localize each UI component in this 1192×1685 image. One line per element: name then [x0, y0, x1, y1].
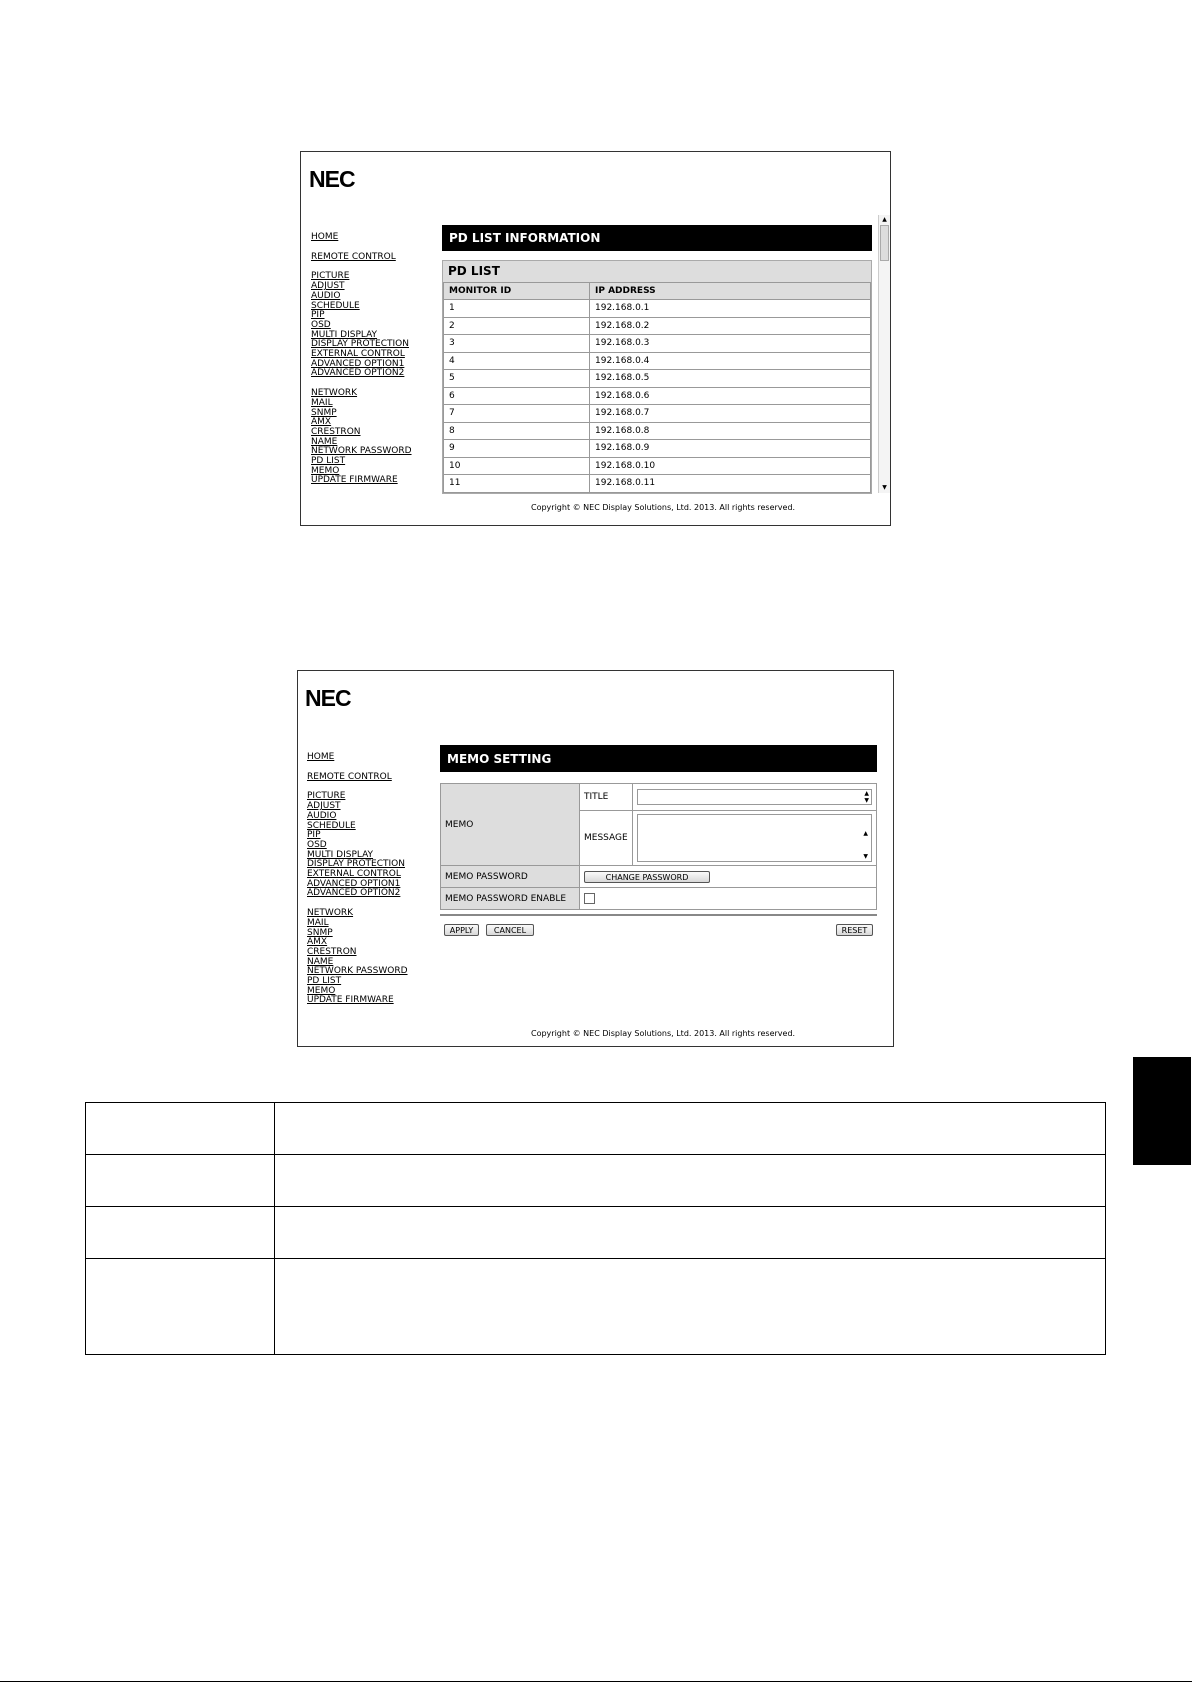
nav-link-schedule[interactable]: SCHEDULE	[311, 300, 360, 311]
table-row	[444, 317, 871, 335]
table-row	[444, 475, 871, 493]
sidebar-nav	[307, 753, 408, 1006]
table-cell	[275, 1155, 1106, 1207]
table-row	[444, 387, 871, 405]
nav-link-display-protection[interactable]: DISPLAY PROTECTION	[311, 339, 409, 350]
nav-link-mail[interactable]: MAIL	[307, 917, 329, 928]
monitor-id-cell: 5	[444, 370, 590, 388]
vertical-scrollbar[interactable]	[878, 215, 890, 493]
table-row	[444, 352, 871, 370]
nec-logo: NEC	[305, 685, 351, 711]
nec-logo: NEC	[309, 166, 355, 192]
col-monitor-id: MONITOR ID	[444, 283, 590, 300]
title-input[interactable]	[637, 789, 872, 805]
ip-address-cell: 192.168.0.6	[590, 387, 871, 405]
pd-list-panel	[442, 260, 872, 494]
textarea-scroll-icon[interactable]: ▲	[863, 830, 868, 837]
form-divider	[440, 914, 877, 916]
apply-button[interactable]: APPLY	[444, 924, 479, 936]
nav-link-advanced-option1[interactable]: ADVANCED OPTION1	[307, 878, 401, 889]
page-bottom-rule	[0, 1681, 1192, 1682]
nav-link-memo[interactable]: MEMO	[307, 985, 336, 996]
ip-address-cell: 192.168.0.10	[590, 457, 871, 475]
ip-address-cell: 192.168.0.9	[590, 440, 871, 458]
nav-link-multi-display[interactable]: MULTI DISPLAY	[311, 329, 378, 340]
reset-button[interactable]: RESET	[836, 924, 873, 936]
nav-link-network-password[interactable]: NETWORK PASSWORD	[307, 966, 408, 977]
monitor-id-cell: 6	[444, 387, 590, 405]
nav-link-name[interactable]: NAME	[307, 956, 334, 967]
monitor-id-cell: 11	[444, 475, 590, 493]
nav-link-memo[interactable]: MEMO	[311, 465, 340, 476]
ip-address-cell: 192.168.0.2	[590, 317, 871, 335]
nav-link-advanced-option2[interactable]: ADVANCED OPTION2	[311, 368, 405, 379]
nav-link-network[interactable]: NETWORK	[307, 908, 354, 919]
table-row	[444, 422, 871, 440]
nav-link-pd-list[interactable]: PD LIST	[311, 456, 346, 467]
password-enable-checkbox[interactable]	[584, 893, 595, 904]
nav-link-schedule[interactable]: SCHEDULE	[307, 820, 356, 831]
copyright: Copyright © NEC Display Solutions, Ltd. 2013. All rights reserved.	[531, 503, 796, 512]
nav-link-osd[interactable]: OSD	[311, 319, 331, 330]
nav-link-update-firmware[interactable]: UPDATE FIRMWARE	[307, 995, 394, 1006]
monitor-id-cell: 7	[444, 405, 590, 423]
memo-password-enable-label: MEMO PASSWORD ENABLE	[441, 888, 580, 910]
monitor-id-cell: 10	[444, 457, 590, 475]
table-cell	[275, 1103, 1106, 1155]
nav-link-network[interactable]: NETWORK	[311, 388, 358, 399]
nav-link-audio[interactable]: AUDIO	[311, 290, 341, 301]
cancel-button[interactable]: CANCEL	[486, 924, 534, 936]
table-cell	[275, 1259, 1106, 1355]
nav-link-home[interactable]: HOME	[311, 232, 339, 242]
nav-link-snmp[interactable]: SNMP	[311, 407, 337, 418]
nav-link-advanced-option2[interactable]: ADVANCED OPTION2	[307, 888, 401, 899]
nav-link-external-control[interactable]: EXTERNAL CONTROL	[311, 349, 405, 360]
table-row	[444, 335, 871, 353]
nav-link-osd[interactable]: OSD	[307, 839, 327, 850]
message-textarea[interactable]	[637, 814, 872, 862]
scroll-thumb[interactable]	[880, 225, 889, 261]
sidebar-nav	[311, 233, 412, 486]
nav-link-home[interactable]: HOME	[307, 752, 335, 762]
nav-link-external-control[interactable]: EXTERNAL CONTROL	[307, 869, 401, 880]
nav-link-name[interactable]: NAME	[311, 436, 338, 447]
parameter-table	[85, 1102, 1106, 1355]
nav-link-mail[interactable]: MAIL	[311, 397, 333, 408]
spinner-icon[interactable]: ▲ ▼	[864, 790, 869, 804]
chapter-tab-marker	[1133, 1057, 1191, 1165]
ip-address-cell: 192.168.0.8	[590, 422, 871, 440]
ip-address-cell: 192.168.0.5	[590, 370, 871, 388]
monitor-id-cell: 8	[444, 422, 590, 440]
ip-address-cell: 192.168.0.1	[590, 300, 871, 318]
pd-list-title: PD LIST	[443, 261, 871, 282]
table-cell	[86, 1103, 275, 1155]
nav-link-pip[interactable]: PIP	[307, 830, 321, 841]
title-label: TITLE	[580, 784, 633, 811]
nav-link-amx[interactable]: AMX	[311, 417, 332, 428]
scroll-down-icon[interactable]: ▼	[882, 484, 887, 491]
ip-address-cell: 192.168.0.3	[590, 335, 871, 353]
table-row	[444, 405, 871, 423]
nav-link-audio[interactable]: AUDIO	[307, 810, 337, 821]
table-row	[444, 440, 871, 458]
col-ip-address: IP ADDRESS	[590, 283, 871, 300]
table-cell	[86, 1155, 275, 1207]
nav-link-crestron[interactable]: CRESTRON	[311, 426, 361, 437]
textarea-scroll-down-icon[interactable]: ▼	[863, 853, 868, 860]
nav-link-network-password[interactable]: NETWORK PASSWORD	[311, 446, 412, 457]
nav-link-multi-display[interactable]: MULTI DISPLAY	[307, 849, 374, 860]
nav-link-snmp[interactable]: SNMP	[307, 927, 333, 938]
ip-address-cell: 192.168.0.11	[590, 475, 871, 493]
nav-link-remote-control[interactable]: REMOTE CONTROL	[311, 251, 396, 262]
memo-label: MEMO	[441, 784, 580, 866]
message-label: MESSAGE	[580, 811, 633, 866]
monitor-id-cell: 3	[444, 335, 590, 353]
monitor-id-cell: 2	[444, 317, 590, 335]
change-password-button[interactable]: CHANGE PASSWORD	[584, 871, 710, 883]
page-header: PD LIST INFORMATION	[442, 225, 872, 251]
nav-link-adjust[interactable]: ADJUST	[307, 801, 341, 812]
nav-link-crestron[interactable]: CRESTRON	[307, 946, 357, 957]
ip-address-cell: 192.168.0.7	[590, 405, 871, 423]
nav-link-advanced-option1[interactable]: ADVANCED OPTION1	[311, 358, 405, 369]
page-header: MEMO SETTING	[440, 745, 877, 772]
pd-list-screenshot	[300, 151, 891, 526]
monitor-id-cell: 4	[444, 352, 590, 370]
nav-link-amx[interactable]: AMX	[307, 937, 328, 948]
memo-form	[440, 783, 877, 910]
table-row	[444, 370, 871, 388]
memo-setting-screenshot	[297, 670, 894, 1047]
memo-password-label: MEMO PASSWORD	[441, 866, 580, 888]
nav-link-picture[interactable]: PICTURE	[307, 791, 346, 802]
nav-link-pip[interactable]: PIP	[311, 310, 325, 321]
table-row	[444, 300, 871, 318]
nav-link-adjust[interactable]: ADJUST	[311, 281, 345, 292]
table-row	[444, 457, 871, 475]
nav-link-pd-list[interactable]: PD LIST	[307, 976, 342, 987]
scroll-up-icon[interactable]: ▲	[882, 216, 887, 223]
table-cell	[86, 1207, 275, 1259]
nav-link-display-protection[interactable]: DISPLAY PROTECTION	[307, 859, 405, 870]
table-cell	[86, 1259, 275, 1355]
table-cell	[275, 1207, 1106, 1259]
nav-link-remote-control[interactable]: REMOTE CONTROL	[307, 771, 392, 782]
ip-address-cell: 192.168.0.4	[590, 352, 871, 370]
monitor-id-cell: 1	[444, 300, 590, 318]
nav-link-update-firmware[interactable]: UPDATE FIRMWARE	[311, 475, 398, 486]
copyright: Copyright © NEC Display Solutions, Ltd. 2013. All rights reserved.	[531, 1029, 796, 1038]
nav-link-picture[interactable]: PICTURE	[311, 271, 350, 282]
monitor-id-cell: 9	[444, 440, 590, 458]
